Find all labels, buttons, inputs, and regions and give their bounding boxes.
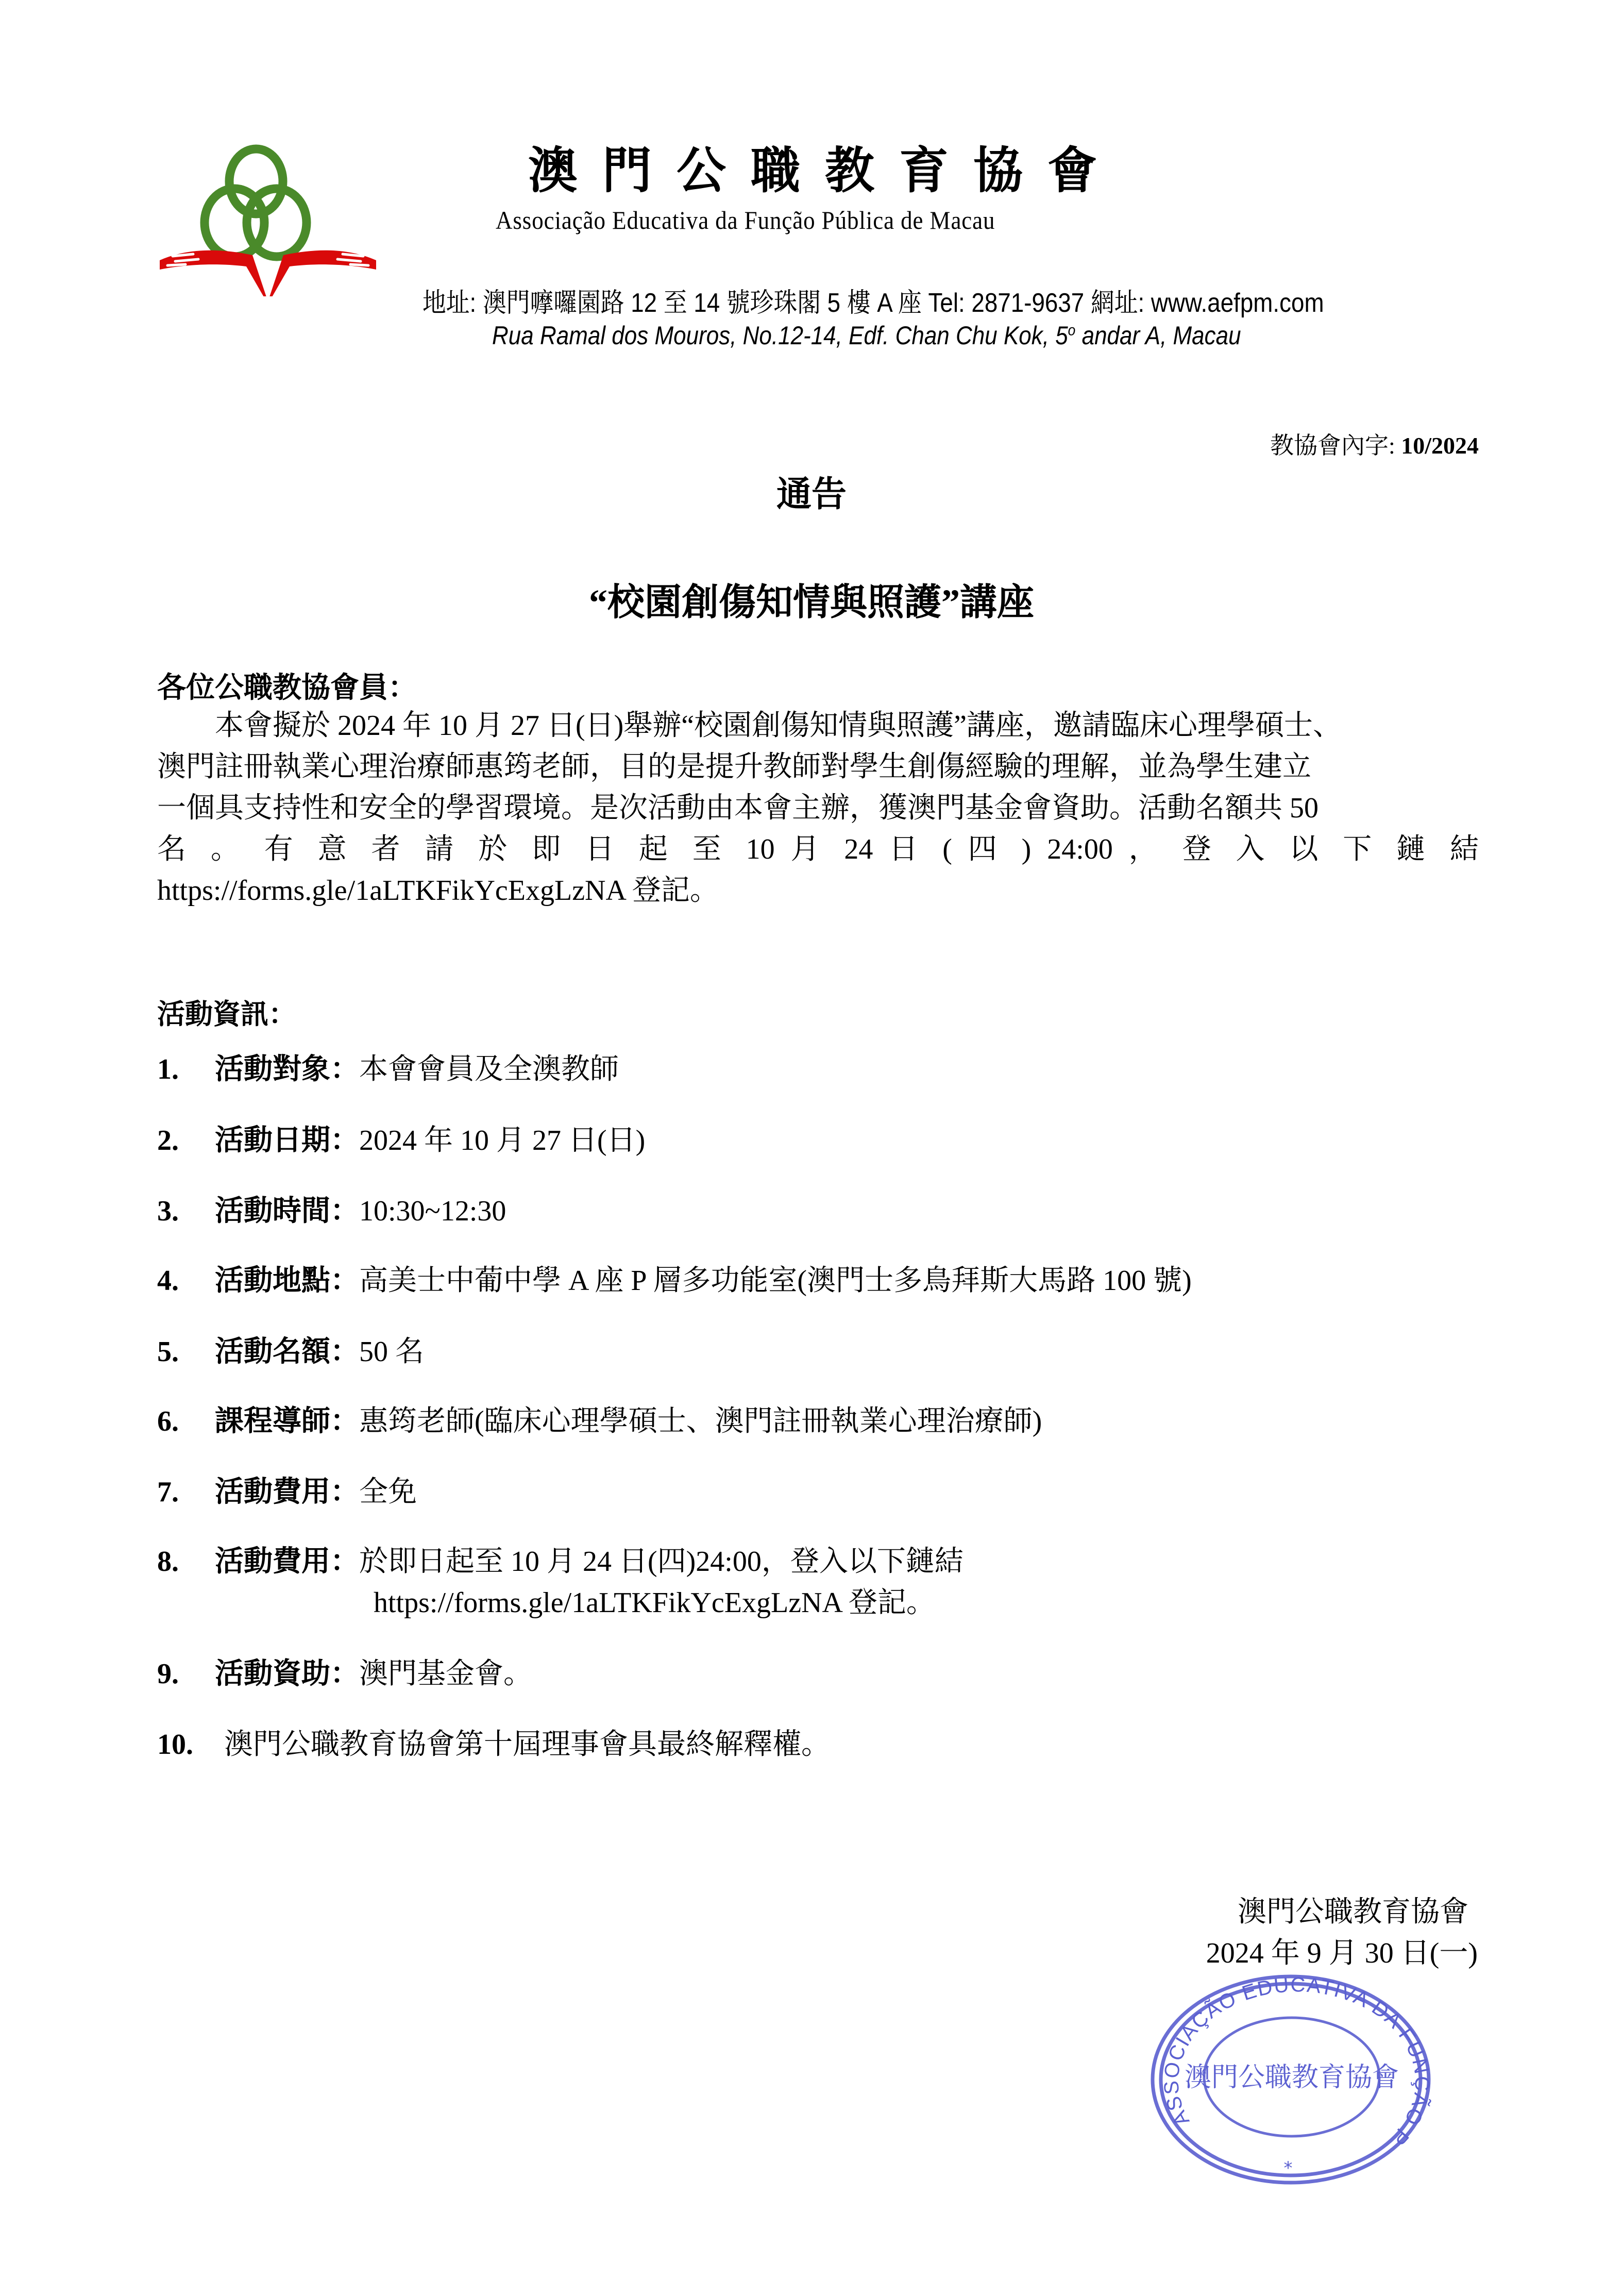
- intro-paragraph: [157, 705, 1479, 911]
- info-item: [157, 1188, 506, 1229]
- item-value: 2024 年 10 月 27 日(日): [359, 1125, 646, 1157]
- item-number: 3.: [157, 1195, 179, 1227]
- info-item: [157, 1721, 830, 1763]
- item-number: 2.: [157, 1125, 179, 1157]
- paragraph-line: 一個具支持性和安全的學習環境。是次活動由本會主辦，獲澳門基金會資助。活動名額共 50: [157, 792, 1318, 824]
- item-number: 1.: [157, 1053, 179, 1085]
- item-value: 高美士中葡中學 A 座 P 層多功能室(澳門士多鳥拜斯大馬路 100 號): [359, 1265, 1192, 1297]
- official-stamp: [1146, 1974, 1445, 2190]
- logo-icon: [155, 131, 381, 296]
- paragraph-line: 本會擬於 2024 年 10 月 27 日(日)舉辦“校園創傷知情與照護”講座，邀請臨床心理學碩士、: [215, 710, 1342, 742]
- item-value: 本會會員及全澳教師: [359, 1053, 619, 1085]
- item-value: 澳門基金會。: [359, 1658, 532, 1690]
- registration-link[interactable]: https://forms.gle/1aLTKFikYcExgLzNA 登記。: [374, 1587, 935, 1619]
- item-number: 6.: [157, 1405, 179, 1437]
- signature-org: 澳門公職教育協會: [1238, 1896, 1468, 1928]
- item-number: 4.: [157, 1265, 179, 1297]
- info-item: [157, 1117, 645, 1159]
- association-logo: [155, 131, 381, 296]
- item-number: 7.: [157, 1476, 179, 1508]
- item-number: 8.: [157, 1546, 179, 1578]
- item-value: 10:30~12:30: [359, 1195, 506, 1227]
- org-name-portuguese: Associação Educativa da Função Pública de Macau: [496, 206, 995, 234]
- item-value: 50 名: [359, 1336, 424, 1368]
- item-label: 活動名額：: [215, 1336, 359, 1368]
- paragraph-line-link[interactable]: https://forms.gle/1aLTKFikYcExgLzNA 登記。: [157, 875, 719, 907]
- item-label: 活動日期：: [215, 1125, 359, 1157]
- paragraph-line: 澳門註冊執業心理治療師惠筠老師，目的是提升教師對學生創傷經驗的理解，並為學生建立: [157, 751, 1311, 783]
- item-value: 於即日起至 10 月 24 日(四)24:00，登入以下鏈結: [359, 1546, 963, 1578]
- stamp-inner-text: 澳門公職教育協會: [1184, 2062, 1399, 2093]
- notice-heading: 通告: [776, 475, 847, 514]
- item-number: 10.: [157, 1729, 193, 1761]
- item-number: 9.: [157, 1658, 179, 1690]
- info-item: [157, 1329, 424, 1370]
- item-label: 課程導師：: [215, 1405, 359, 1437]
- item-label: 活動費用：: [215, 1546, 359, 1578]
- info-item: [157, 1538, 963, 1619]
- item-value: 澳門公職教育協會第十屆理事會具最終解釋權。: [224, 1729, 830, 1761]
- item-value: 惠筠老師(臨床心理學碩士、澳門註冊執業心理治療師): [359, 1405, 1042, 1437]
- address-chinese: 地址: 澳門嚤囉園路 12 至 14 號珍珠閣 5 樓 A 座 Tel: 2871-9637 網址: www.aefpm.com: [422, 288, 1324, 318]
- address-pt-sup: o: [1068, 322, 1076, 339]
- stamp-icon: [1146, 1974, 1445, 2190]
- item-value: 全免: [359, 1476, 417, 1508]
- paragraph-line: 名 。 有 意 者 請 於 即 日 起 至 10 月 24 日 ( 四 ) 24:00 ， 登 入 以 下 鏈 結: [157, 833, 1479, 865]
- address-pt-tail: andar A, Macau: [1075, 321, 1241, 350]
- reference-label: 教協會內字:: [1270, 432, 1401, 459]
- info-item: [157, 1469, 417, 1510]
- reference-number: [1270, 427, 1479, 461]
- org-name-chinese: 澳門公職教育協會: [528, 141, 1122, 199]
- item-number: 5.: [157, 1336, 179, 1368]
- info-heading: 活動資訊：: [157, 999, 296, 1030]
- reference-value: 10/2024: [1401, 432, 1479, 459]
- address-portuguese: [492, 321, 1241, 350]
- stamp-star: *: [1283, 2158, 1293, 2178]
- info-item: [157, 1046, 619, 1087]
- info-item: [157, 1258, 1192, 1299]
- document-title: “校園創傷知情與照護”講座: [588, 582, 1034, 623]
- item-label: 活動對象：: [215, 1053, 359, 1085]
- item-label: 活動資助：: [215, 1658, 359, 1690]
- item-label: 活動費用：: [215, 1476, 359, 1508]
- info-item: [157, 1651, 532, 1692]
- item-label: 活動地點：: [215, 1265, 359, 1297]
- address-pt-main: Rua Ramal dos Mouros, No.12-14, Edf. Chan Chu Kok, 5: [492, 321, 1068, 350]
- item-label: 活動時間：: [215, 1195, 359, 1227]
- info-item: [157, 1398, 1042, 1439]
- salutation: 各位公職教協會員：: [157, 672, 417, 704]
- signature-date: 2024 年 9 月 30 日(一): [1206, 1937, 1478, 1969]
- stamp-outer-text: ASSOCIAÇÃO EDUCATIVA DA FUNÇÃO P: [1160, 1974, 1434, 2150]
